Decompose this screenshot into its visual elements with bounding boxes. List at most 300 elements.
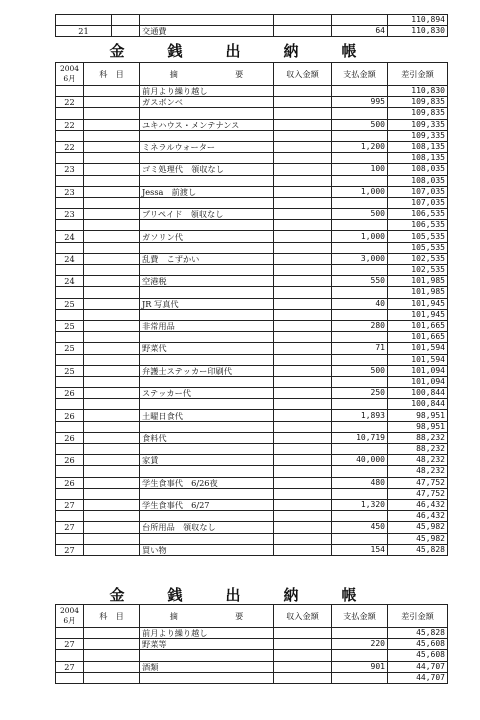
entry-balance: 101,985 <box>388 287 448 298</box>
entry-account <box>84 376 140 387</box>
entry-date: 21 <box>56 26 112 37</box>
entry-payment: 280 <box>332 320 388 331</box>
entry-description <box>140 220 274 231</box>
entry-income <box>274 376 332 387</box>
ledger-row <box>56 287 448 298</box>
entry-date <box>56 628 84 639</box>
entry-payment: 1,000 <box>332 231 388 242</box>
entry-balance: 105,535 <box>388 242 448 253</box>
entry-income <box>274 399 332 410</box>
entry-payment: 3,000 <box>332 253 388 264</box>
entry-income <box>274 354 332 365</box>
entry-income <box>274 309 332 320</box>
entry-date <box>56 220 84 231</box>
entry-date <box>56 466 84 477</box>
entry-description: 家賃 <box>140 455 274 466</box>
entry-date <box>56 265 84 276</box>
entry-description <box>140 242 274 253</box>
entry-balance: 108,135 <box>388 141 448 152</box>
entry-payment: 1,320 <box>332 499 388 510</box>
entry-date <box>56 533 84 544</box>
entry-account <box>84 86 140 97</box>
entry-account <box>84 388 140 399</box>
ledger-row <box>56 672 448 683</box>
entry-balance: 48,232 <box>388 455 448 466</box>
entry-balance: 98,951 <box>388 410 448 421</box>
entry-date <box>56 15 112 26</box>
entry-account <box>84 108 140 119</box>
ledger-row <box>56 522 448 533</box>
entry-description: Jessa 前渡し <box>140 186 274 197</box>
entry-date: 22 <box>56 119 84 130</box>
entry-payment: 40,000 <box>332 455 388 466</box>
entry-date: 22 <box>56 141 84 152</box>
entry-description <box>140 421 274 432</box>
entry-income <box>274 511 332 522</box>
entry-account <box>84 186 140 197</box>
ledger-row <box>56 388 448 399</box>
entry-payment <box>332 220 388 231</box>
entry-income <box>274 488 332 499</box>
header-date: 2004 6月 <box>56 63 84 86</box>
entry-balance: 88,232 <box>388 444 448 455</box>
entry-balance: 48,232 <box>388 466 448 477</box>
entry-payment: 154 <box>332 544 388 555</box>
entry-payment <box>332 628 388 639</box>
entry-description <box>140 287 274 298</box>
entry-income <box>274 153 332 164</box>
entry-description: 学生食事代 6/26夜 <box>140 477 274 488</box>
entry-date <box>56 175 84 186</box>
ledger-row <box>56 511 448 522</box>
entry-date: 24 <box>56 231 84 242</box>
entry-payment <box>332 444 388 455</box>
entry-income <box>274 455 332 466</box>
entry-balance: 100,844 <box>388 399 448 410</box>
entry-balance: 101,094 <box>388 376 448 387</box>
ledger-row <box>56 164 448 175</box>
entry-income <box>274 343 332 354</box>
ledger-row <box>56 231 448 242</box>
entry-date <box>56 354 84 365</box>
entry-balance: 101,985 <box>388 276 448 287</box>
ledger-row <box>56 421 448 432</box>
entry-income <box>274 265 332 276</box>
entry-balance: 88,232 <box>388 432 448 443</box>
ledger-row <box>56 499 448 510</box>
entry-balance: 102,535 <box>388 253 448 264</box>
entry-income <box>274 522 332 533</box>
entry-account <box>84 265 140 276</box>
entry-account <box>84 511 140 522</box>
entry-account <box>84 639 140 650</box>
entry-account <box>84 276 140 287</box>
entry-balance: 47,752 <box>388 477 448 488</box>
entry-description: ガソリン代 <box>140 231 274 242</box>
ledger-row <box>56 298 448 309</box>
entry-description: 非常用品 <box>140 320 274 331</box>
entry-description <box>140 672 274 683</box>
entry-income <box>274 242 332 253</box>
entry-date: 25 <box>56 343 84 354</box>
entry-payment: 550 <box>332 276 388 287</box>
entry-description: 空港税 <box>140 276 274 287</box>
entry-income <box>274 421 332 432</box>
ledger-row <box>56 544 448 555</box>
entry-income <box>274 15 332 26</box>
entry-income <box>274 186 332 197</box>
entry-account <box>84 432 140 443</box>
entry-date <box>56 287 84 298</box>
entry-balance: 108,035 <box>388 164 448 175</box>
entry-description <box>140 265 274 276</box>
ledger-row <box>56 153 448 164</box>
entry-date: 27 <box>56 661 84 672</box>
entry-description <box>140 15 274 26</box>
entry-date: 26 <box>56 388 84 399</box>
entry-account <box>84 209 140 220</box>
entry-date: 26 <box>56 477 84 488</box>
entry-description: JR 写真代 <box>140 298 274 309</box>
entry-income <box>274 231 332 242</box>
entry-date: 27 <box>56 499 84 510</box>
header-desc: 摘 要 <box>140 605 274 628</box>
ledger-row <box>56 26 448 37</box>
ledger-row <box>56 376 448 387</box>
entry-payment <box>332 309 388 320</box>
ledger-row <box>56 399 448 410</box>
entry-date <box>56 376 84 387</box>
entry-income <box>274 432 332 443</box>
entry-payment <box>332 130 388 141</box>
entry-income <box>274 533 332 544</box>
entry-description <box>140 175 274 186</box>
entry-description <box>140 108 274 119</box>
ledger-row <box>56 488 448 499</box>
entry-account <box>84 175 140 186</box>
entry-balance: 108,135 <box>388 153 448 164</box>
entry-description: ユキハウス・メンテナンス <box>140 119 274 130</box>
entry-payment <box>332 15 388 26</box>
header-payment: 支払金額 <box>332 63 388 86</box>
entry-income <box>274 672 332 683</box>
entry-income <box>274 119 332 130</box>
entry-income <box>274 141 332 152</box>
entry-payment: 1,893 <box>332 410 388 421</box>
entry-description <box>140 332 274 343</box>
entry-account <box>112 26 140 37</box>
header-balance: 差引金額 <box>388 605 448 628</box>
ledger-row <box>56 253 448 264</box>
entry-description: 台所用品 領収なし <box>140 522 274 533</box>
entry-payment: 40 <box>332 298 388 309</box>
entry-account <box>84 298 140 309</box>
entry-date <box>56 444 84 455</box>
entry-income <box>274 298 332 309</box>
entry-account <box>84 141 140 152</box>
entry-balance: 101,665 <box>388 320 448 331</box>
entry-description: ガスボンベ <box>140 97 274 108</box>
header-balance: 差引金額 <box>388 63 448 86</box>
entry-account <box>84 466 140 477</box>
entry-description: 学生食事代 6/27 <box>140 499 274 510</box>
ledger-header-row <box>56 605 448 628</box>
entry-description: ミネラルウォーター <box>140 141 274 152</box>
entry-balance: 101,945 <box>388 309 448 320</box>
entry-date: 23 <box>56 186 84 197</box>
entry-balance: 102,535 <box>388 265 448 276</box>
ledger-row <box>56 15 448 26</box>
entry-account <box>84 130 140 141</box>
entry-description <box>140 309 274 320</box>
entry-account <box>84 231 140 242</box>
ledger-row <box>56 276 448 287</box>
entry-payment <box>332 533 388 544</box>
ledger-row <box>56 186 448 197</box>
entry-payment: 500 <box>332 209 388 220</box>
entry-date <box>56 488 84 499</box>
entry-income <box>274 209 332 220</box>
header-item: 科 目 <box>84 605 140 628</box>
entry-description: 土曜日食代 <box>140 410 274 421</box>
entry-account <box>84 672 140 683</box>
header-income: 収入金額 <box>274 605 332 628</box>
entry-description: 交通費 <box>140 26 274 37</box>
entry-income <box>274 130 332 141</box>
entry-description <box>140 466 274 477</box>
ledger-top-fragment <box>55 14 448 37</box>
entry-balance: 110,894 <box>388 15 448 26</box>
entry-account <box>84 410 140 421</box>
entry-description: 野菜等 <box>140 639 274 650</box>
ledger-row <box>56 220 448 231</box>
entry-balance: 45,828 <box>388 544 448 555</box>
header-date: 2004 6月 <box>56 605 84 628</box>
entry-payment: 10,719 <box>332 432 388 443</box>
header-desc: 摘 要 <box>140 63 274 86</box>
entry-account <box>84 399 140 410</box>
entry-date <box>56 153 84 164</box>
entry-balance: 101,665 <box>388 332 448 343</box>
entry-payment: 480 <box>332 477 388 488</box>
entry-date: 25 <box>56 320 84 331</box>
entry-account <box>84 253 140 264</box>
entry-balance: 108,035 <box>388 175 448 186</box>
ledger-row <box>56 242 448 253</box>
entry-payment: 1,200 <box>332 141 388 152</box>
entry-balance: 101,594 <box>388 354 448 365</box>
ledger-row <box>56 661 448 672</box>
entry-payment <box>332 488 388 499</box>
ledger-row <box>56 650 448 661</box>
entry-account <box>84 522 140 533</box>
entry-income <box>274 332 332 343</box>
entry-balance: 101,094 <box>388 365 448 376</box>
entry-payment: 71 <box>332 343 388 354</box>
ledger-row <box>56 86 448 97</box>
entry-date <box>56 197 84 208</box>
ledger-row <box>56 354 448 365</box>
entry-date: 22 <box>56 97 84 108</box>
entry-account <box>84 332 140 343</box>
entry-description: プリペイド 領収なし <box>140 209 274 220</box>
entry-date <box>56 399 84 410</box>
entry-date <box>56 672 84 683</box>
entry-income <box>274 388 332 399</box>
entry-payment: 450 <box>332 522 388 533</box>
entry-description <box>140 511 274 522</box>
entry-income <box>274 108 332 119</box>
ledger-row <box>56 466 448 477</box>
entry-account <box>84 197 140 208</box>
entry-balance: 45,828 <box>388 628 448 639</box>
ledger-row <box>56 175 448 186</box>
entry-balance: 45,982 <box>388 522 448 533</box>
entry-description <box>140 197 274 208</box>
entry-balance: 107,035 <box>388 186 448 197</box>
entry-payment: 995 <box>332 97 388 108</box>
entry-income <box>274 639 332 650</box>
entry-description: ステッカー代 <box>140 388 274 399</box>
entry-account <box>84 153 140 164</box>
entry-income <box>274 287 332 298</box>
entry-date <box>56 332 84 343</box>
entry-account <box>84 499 140 510</box>
ledger-title-2: 金 銭 出 納 帳 <box>109 586 371 604</box>
ledger-row <box>56 639 448 650</box>
entry-account <box>84 650 140 661</box>
entry-payment <box>332 86 388 97</box>
entry-balance: 110,830 <box>388 86 448 97</box>
entry-account <box>84 320 140 331</box>
entry-income <box>274 628 332 639</box>
entry-account <box>84 220 140 231</box>
entry-description <box>140 354 274 365</box>
ledger-row <box>56 141 448 152</box>
entry-account <box>84 628 140 639</box>
entry-account <box>84 455 140 466</box>
entry-account <box>84 661 140 672</box>
entry-income <box>274 477 332 488</box>
entry-payment <box>332 153 388 164</box>
entry-account <box>84 119 140 130</box>
entry-account <box>112 15 140 26</box>
entry-balance: 44,707 <box>388 672 448 683</box>
entry-description <box>140 399 274 410</box>
entry-payment: 1,000 <box>332 186 388 197</box>
entry-account <box>84 354 140 365</box>
ledger-table-2 <box>55 604 448 684</box>
entry-description: 乱費 こずかい <box>140 253 274 264</box>
entry-account <box>84 164 140 175</box>
entry-account <box>84 287 140 298</box>
entry-date <box>56 86 84 97</box>
entry-income <box>274 197 332 208</box>
entry-account <box>84 309 140 320</box>
entry-date: 25 <box>56 298 84 309</box>
entry-payment <box>332 511 388 522</box>
entry-date: 24 <box>56 276 84 287</box>
entry-income <box>274 86 332 97</box>
header-item: 科 目 <box>84 63 140 86</box>
entry-income <box>274 320 332 331</box>
header-payment: 支払金額 <box>332 605 388 628</box>
entry-balance: 45,608 <box>388 639 448 650</box>
entry-payment <box>332 242 388 253</box>
ledger-row <box>56 130 448 141</box>
entry-balance: 46,432 <box>388 511 448 522</box>
header-income: 収入金額 <box>274 63 332 86</box>
entry-balance: 101,945 <box>388 298 448 309</box>
ledger-row <box>56 97 448 108</box>
entry-payment: 500 <box>332 119 388 130</box>
entry-balance: 109,335 <box>388 130 448 141</box>
entry-date <box>56 130 84 141</box>
entry-account <box>84 242 140 253</box>
entry-description <box>140 153 274 164</box>
entry-account <box>84 421 140 432</box>
entry-payment <box>332 175 388 186</box>
entry-income <box>274 175 332 186</box>
entry-balance: 44,707 <box>388 661 448 672</box>
ledger-row <box>56 410 448 421</box>
entry-payment: 100 <box>332 164 388 175</box>
entry-account <box>84 488 140 499</box>
entry-income <box>274 253 332 264</box>
entry-date: 27 <box>56 522 84 533</box>
ledger-row <box>56 119 448 130</box>
ledger-row <box>56 309 448 320</box>
entry-account <box>84 544 140 555</box>
entry-balance: 100,844 <box>388 388 448 399</box>
entry-income <box>274 661 332 672</box>
entry-account <box>84 533 140 544</box>
entry-payment <box>332 421 388 432</box>
ledger-table-1 <box>55 62 448 556</box>
ledger-row <box>56 628 448 639</box>
entry-description: 買い物 <box>140 544 274 555</box>
entry-income <box>274 466 332 477</box>
entry-payment <box>332 197 388 208</box>
entry-description <box>140 130 274 141</box>
entry-date <box>56 242 84 253</box>
entry-description <box>140 376 274 387</box>
entry-description: 野菜代 <box>140 343 274 354</box>
entry-income <box>274 220 332 231</box>
ledger-row <box>56 444 448 455</box>
entry-date: 27 <box>56 544 84 555</box>
entry-balance: 98,951 <box>388 421 448 432</box>
entry-date <box>56 108 84 119</box>
entry-date: 26 <box>56 410 84 421</box>
entry-income <box>274 164 332 175</box>
entry-description: 酒類 <box>140 661 274 672</box>
entry-balance: 47,752 <box>388 488 448 499</box>
entry-payment <box>332 376 388 387</box>
entry-balance: 109,835 <box>388 108 448 119</box>
ledger-title-1: 金 銭 出 納 帳 <box>109 42 371 60</box>
entry-payment: 500 <box>332 365 388 376</box>
entry-description: ゴミ処理代 領収なし <box>140 164 274 175</box>
entry-date: 24 <box>56 253 84 264</box>
entry-description: 弁護士ステッカー印刷代 <box>140 365 274 376</box>
entry-description <box>140 488 274 499</box>
ledger-row <box>56 197 448 208</box>
entry-balance: 106,535 <box>388 220 448 231</box>
entry-date: 27 <box>56 639 84 650</box>
entry-balance: 45,982 <box>388 533 448 544</box>
entry-payment <box>332 466 388 477</box>
